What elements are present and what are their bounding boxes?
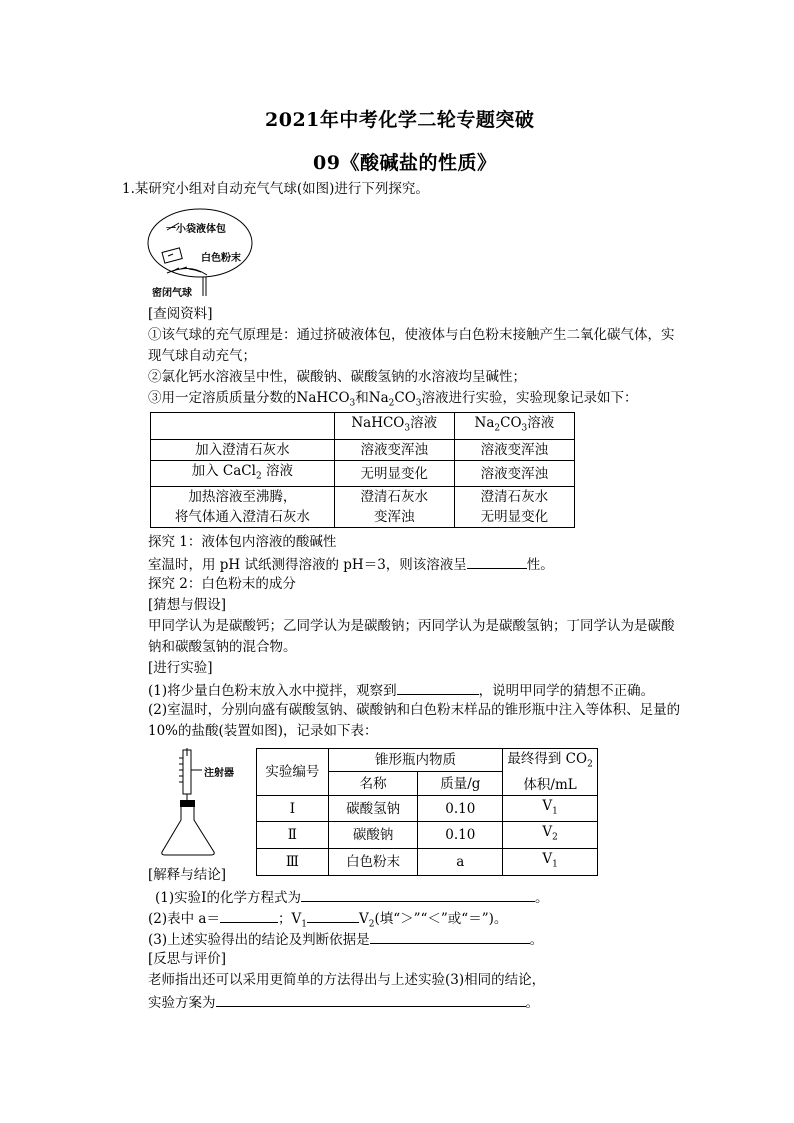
table-cell: 澄清石灰水 无明显变化 bbox=[454, 487, 574, 528]
table-cell: Ⅰ bbox=[257, 795, 329, 822]
section-references: [查阅资料] bbox=[148, 306, 213, 322]
section-hypothesis: [猜想与假设] bbox=[148, 597, 227, 613]
conclusion-2: (2)表中 a＝ ；$V_1$ $V_2$(填“＞”“＜”或“＝”)。 bbox=[148, 908, 507, 934]
table-row bbox=[257, 749, 598, 772]
answer-blank[interactable] bbox=[307, 908, 359, 923]
conclusion-1: (1)实验Ⅰ的化学方程式为 。 bbox=[155, 887, 548, 907]
table-cell: 加热溶液至沸腾， 将气体通入澄清石灰水 bbox=[151, 487, 335, 528]
answer-blank[interactable] bbox=[467, 554, 527, 569]
hypothesis-a: 甲同学认为是碳酸钙；乙同学认为是碳酸钠；丙同学认为是碳酸氢钠；丁同学认为是碳酸 bbox=[148, 618, 675, 634]
answer-blank[interactable] bbox=[397, 680, 479, 695]
table-row bbox=[257, 822, 598, 849]
section-experiment: [进行实验] bbox=[148, 660, 213, 676]
page-title: 2021年中考化学二轮专题突破 bbox=[265, 109, 535, 131]
table-cell: 加入 CaCl$_2$ 溶液 bbox=[151, 460, 335, 487]
label-syringe: 注射器 bbox=[204, 768, 234, 779]
table-cell: Ⅱ bbox=[257, 822, 329, 849]
hypothesis-b: 钠和碳酸氢钠的混合物。 bbox=[148, 639, 297, 655]
table-row bbox=[151, 413, 575, 440]
table-cell: 溶液变浑浊 bbox=[454, 439, 574, 460]
answer-blank[interactable] bbox=[301, 887, 535, 902]
table-cell: $V_1$ bbox=[503, 849, 598, 876]
table-row bbox=[151, 460, 575, 487]
question-stem: 1.某研究小组对自动充气气球(如图)进行下列探究。 bbox=[122, 181, 429, 197]
table-header: 最终得到 $CO_2$ 体积/mL bbox=[503, 749, 598, 796]
table-cell: 碳酸钠 bbox=[328, 822, 418, 849]
answer-blank[interactable] bbox=[220, 908, 278, 923]
page-subtitle: 09《酸碱盐的性质》 bbox=[313, 152, 497, 174]
table-cell: 0.10 bbox=[418, 822, 503, 849]
conclusion-3: (3)上述实验得出的结论及判断依据是 。 bbox=[148, 929, 543, 949]
table-cell: Ⅲ bbox=[257, 849, 329, 876]
answer-blank[interactable] bbox=[216, 992, 526, 1007]
label-liquid-pack: 一小袋液体包 bbox=[166, 224, 226, 235]
reference-1a: ①该气球的充气原理是：通过挤破液体包，使液体与白色粉末接触产生二氧化碳气体，实 bbox=[148, 327, 675, 343]
table-header: $Na_2CO_3$溶液 bbox=[454, 413, 574, 440]
label-white-powder: 白色粉末 bbox=[201, 253, 241, 264]
table-cell: 无明显变化 bbox=[334, 460, 454, 487]
table-cell: a bbox=[418, 849, 503, 876]
table-cell: 白色粉末 bbox=[328, 849, 418, 876]
table-header: NaHCO$_3$溶液 bbox=[334, 413, 454, 440]
experiment-2a: (2)室温时，分别向盛有碳酸氢钠、碳酸钠和白色粉末样品的锥形瓶中注入等体积、足量的 bbox=[148, 702, 681, 718]
explore-1-heading: 探究 1：液体包内溶液的酸碱性 bbox=[148, 534, 337, 550]
explore-2-heading: 探究 2：白色粉末的成分 bbox=[148, 576, 296, 592]
reference-3: ③用一定溶质质量分数的NaHCO$_3$和$Na_2CO_3$溶液进行实验，实验现象记录如下： bbox=[148, 390, 638, 409]
section-conclusion: [解释与结论] bbox=[148, 867, 227, 883]
table-header: 实验编号 bbox=[257, 749, 329, 796]
table-cell: 溶液变浑浊 bbox=[334, 439, 454, 460]
table-row bbox=[257, 795, 598, 822]
answer-blank[interactable] bbox=[370, 929, 530, 944]
table-row bbox=[257, 849, 598, 876]
experiment-2b: 10%的盐酸(装置如图)，记录如下表： bbox=[148, 723, 378, 739]
table-cell: $V_2$ bbox=[503, 822, 598, 849]
table-row bbox=[151, 439, 575, 460]
table-row bbox=[151, 487, 575, 528]
table-cell: 0.10 bbox=[418, 795, 503, 822]
reference-2: ②氯化钙水溶液呈中性，碳酸钠、碳酸氢钠的水溶液均呈碱性； bbox=[148, 369, 526, 385]
table-cell: 加入澄清石灰水 bbox=[151, 439, 335, 460]
reflection-b: 实验方案为 。 bbox=[148, 992, 539, 1012]
table-cell: $V_1$ bbox=[503, 795, 598, 822]
label-sealed-balloon: 密闭气球 bbox=[152, 288, 192, 299]
co2-volume-table bbox=[256, 748, 598, 876]
table-cell bbox=[151, 413, 335, 440]
table-cell: 溶液变浑浊 bbox=[454, 460, 574, 487]
table-header: 质量/g bbox=[418, 772, 503, 795]
observation-table bbox=[150, 412, 575, 528]
table-header: 锥形瓶内物质 bbox=[328, 749, 502, 772]
reflection-a: 老师指出还可以采用更简单的方法得出与上述实验(3)相同的结论， bbox=[148, 972, 546, 988]
table-header: 名称 bbox=[328, 772, 418, 795]
reference-1b: 现气球自动充气； bbox=[148, 348, 256, 364]
table-cell: 碳酸氢钠 bbox=[328, 795, 418, 822]
section-reflection: [反思与评价] bbox=[148, 951, 227, 967]
experiment-1: (1)将少量白色粉末放入水中搅拌，观察到 ，说明甲同学的猜想不正确。 bbox=[148, 680, 654, 700]
explore-1-question: 室温时，用 pH 试纸测得溶液的 pH＝3，则该溶液呈 性。 bbox=[148, 554, 554, 574]
table-cell: 澄清石灰水 变浑浊 bbox=[334, 487, 454, 528]
